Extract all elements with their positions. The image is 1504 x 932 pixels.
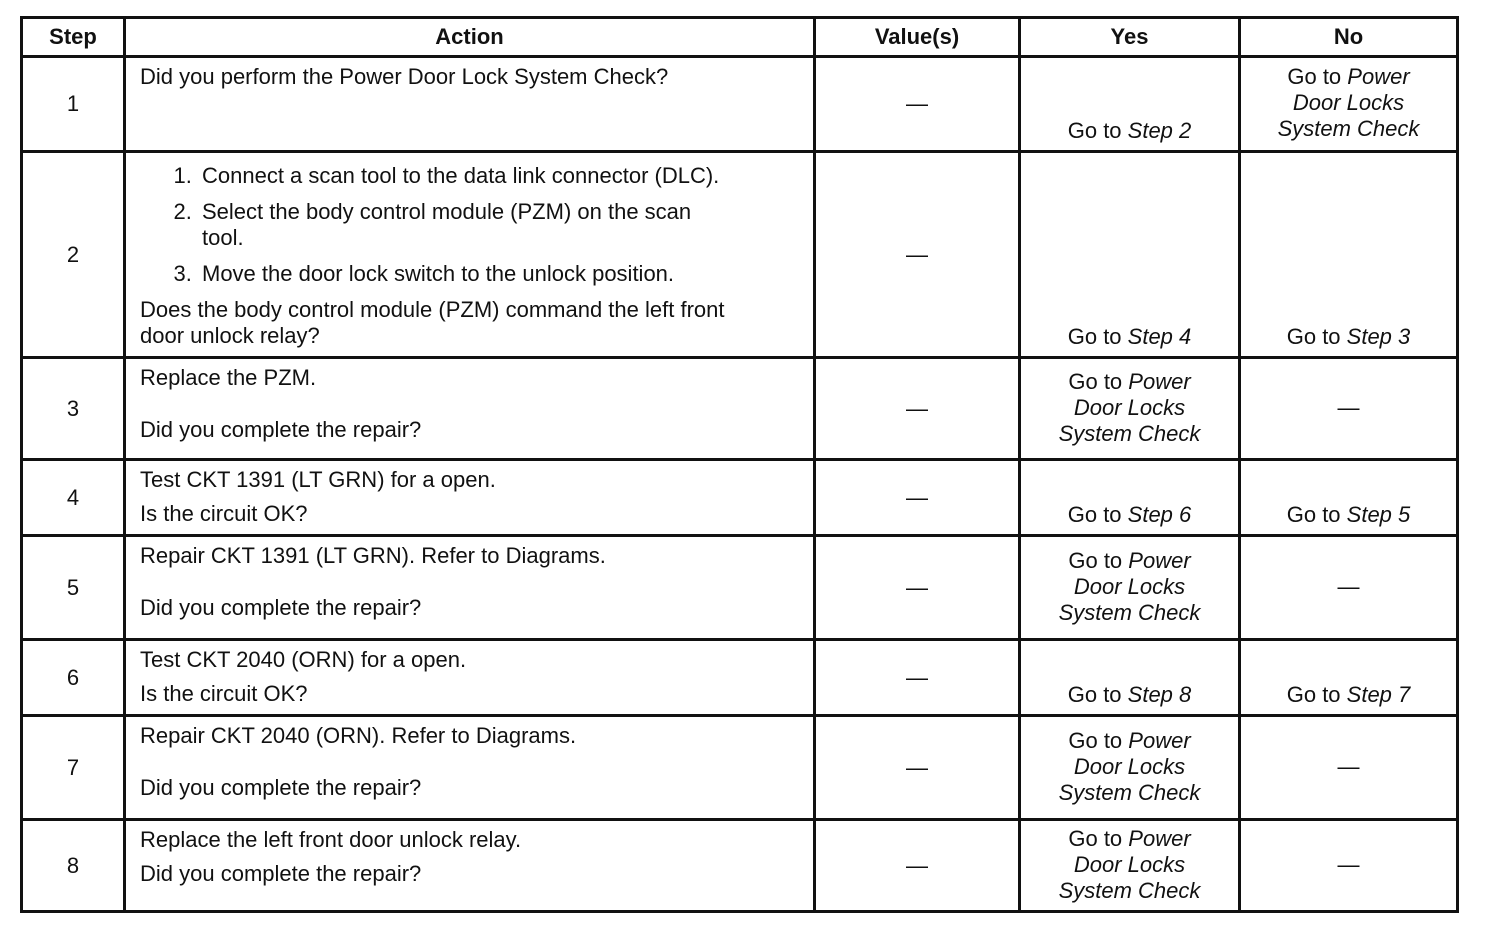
action-question: Is the circuit OK? xyxy=(140,501,308,526)
goto-target: Power Door Locks System Check xyxy=(1058,727,1201,805)
goto-prefix: Go to xyxy=(1286,324,1347,349)
value-cell: — xyxy=(815,716,1020,820)
goto-target: Step 6 xyxy=(1127,502,1192,527)
no-cell xyxy=(1240,460,1458,536)
action-text: Did you perform the Power Door Lock System Check? xyxy=(140,64,669,89)
goto-prefix: Go to xyxy=(1067,682,1128,707)
header-action: Action xyxy=(125,18,815,57)
procedure-step: 1. Connect a scan tool to the data link connector (DLC). xyxy=(198,163,803,189)
no-cell: — xyxy=(1240,358,1458,460)
yes-cell xyxy=(1020,460,1240,536)
value-cell: — xyxy=(815,536,1020,640)
action-text: Test CKT 1391 (LT GRN) for a open. xyxy=(140,467,496,492)
step-number: 3 xyxy=(22,358,125,460)
yes-cell xyxy=(1020,358,1240,460)
action-cell xyxy=(125,358,815,460)
action-question: Did you complete the repair? xyxy=(140,595,422,620)
action-question: Is the circuit OK? xyxy=(140,681,308,706)
procedure-step: 2. Select the body control module (PZM) on the scan tool. xyxy=(198,199,803,251)
action-cell xyxy=(125,57,815,152)
table-row xyxy=(22,716,1458,820)
action-cell xyxy=(125,640,815,716)
table-row xyxy=(22,152,1458,358)
table-row xyxy=(22,536,1458,640)
goto-target: Step 5 xyxy=(1346,502,1411,527)
no-cell xyxy=(1240,640,1458,716)
action-cell xyxy=(125,460,815,536)
action-cell xyxy=(125,820,815,912)
yes-cell xyxy=(1020,57,1240,152)
action-text: Replace the PZM. xyxy=(140,365,317,390)
action-text: Replace the left front door unlock relay. xyxy=(140,827,522,852)
table-row xyxy=(22,57,1458,152)
value-cell: — xyxy=(815,358,1020,460)
no-cell: — xyxy=(1240,820,1458,912)
goto-prefix: Go to xyxy=(1287,64,1348,89)
header-no: No xyxy=(1240,18,1458,57)
goto-prefix: Go to xyxy=(1067,324,1128,349)
goto-prefix: Go to xyxy=(1286,682,1347,707)
action-text: Repair CKT 2040 (ORN). Refer to Diagrams. xyxy=(140,723,577,748)
no-cell xyxy=(1240,57,1458,152)
goto-prefix: Go to xyxy=(1067,118,1128,143)
table-row xyxy=(22,460,1458,536)
no-cell: — xyxy=(1240,536,1458,640)
goto-target: Step 3 xyxy=(1346,324,1411,349)
step-number: 4 xyxy=(22,460,125,536)
value-cell: — xyxy=(815,152,1020,358)
yes-cell xyxy=(1020,640,1240,716)
action-question: Does the body control module (PZM) command the left front door unlock relay? xyxy=(140,297,725,348)
diagnostic-table xyxy=(20,16,1459,913)
goto-target: Power Door Locks System Check xyxy=(1058,368,1201,446)
goto-prefix: Go to xyxy=(1067,502,1128,527)
step-number: 8 xyxy=(22,820,125,912)
header-values: Value(s) xyxy=(815,18,1020,57)
step-number: 1 xyxy=(22,57,125,152)
goto-prefix: Go to xyxy=(1068,727,1129,753)
action-text: Test CKT 2040 (ORN) for a open. xyxy=(140,647,467,672)
goto-prefix: Go to xyxy=(1068,368,1129,394)
value-cell: — xyxy=(815,820,1020,912)
yes-cell xyxy=(1020,536,1240,640)
goto-target: Step 8 xyxy=(1127,682,1192,707)
header-step: Step xyxy=(22,18,125,57)
goto-prefix: Go to xyxy=(1068,547,1129,573)
action-question: Did you complete the repair? xyxy=(140,861,422,886)
goto-target: Power Door Locks System Check xyxy=(1058,825,1201,903)
yes-cell xyxy=(1020,820,1240,912)
table-row xyxy=(22,820,1458,912)
action-text: Repair CKT 1391 (LT GRN). Refer to Diagrams. xyxy=(140,543,606,568)
action-question: Did you complete the repair? xyxy=(140,775,422,800)
goto-target: Step 2 xyxy=(1127,118,1192,143)
table-row xyxy=(22,640,1458,716)
step-number: 7 xyxy=(22,716,125,820)
procedure-step: 3. Move the door lock switch to the unlock position. xyxy=(198,261,803,287)
step-number: 5 xyxy=(22,536,125,640)
table-row xyxy=(22,358,1458,460)
action-cell xyxy=(125,536,815,640)
header-yes: Yes xyxy=(1020,18,1240,57)
goto-target: Step 7 xyxy=(1346,682,1411,707)
action-cell xyxy=(125,152,815,358)
step-number: 2 xyxy=(22,152,125,358)
action-question: Did you complete the repair? xyxy=(140,417,422,442)
no-cell xyxy=(1240,152,1458,358)
value-cell: — xyxy=(815,640,1020,716)
header-row xyxy=(22,18,1458,57)
goto-target: Step 4 xyxy=(1127,324,1192,349)
goto-target: Power Door Locks System Check xyxy=(1277,64,1420,141)
step-number: 6 xyxy=(22,640,125,716)
yes-cell xyxy=(1020,152,1240,358)
procedure-list xyxy=(140,163,803,287)
goto-prefix: Go to xyxy=(1068,825,1129,851)
value-cell: — xyxy=(815,460,1020,536)
goto-prefix: Go to xyxy=(1286,502,1347,527)
yes-cell xyxy=(1020,716,1240,820)
no-cell: — xyxy=(1240,716,1458,820)
action-cell xyxy=(125,716,815,820)
value-cell: — xyxy=(815,57,1020,152)
goto-target: Power Door Locks System Check xyxy=(1058,547,1201,625)
